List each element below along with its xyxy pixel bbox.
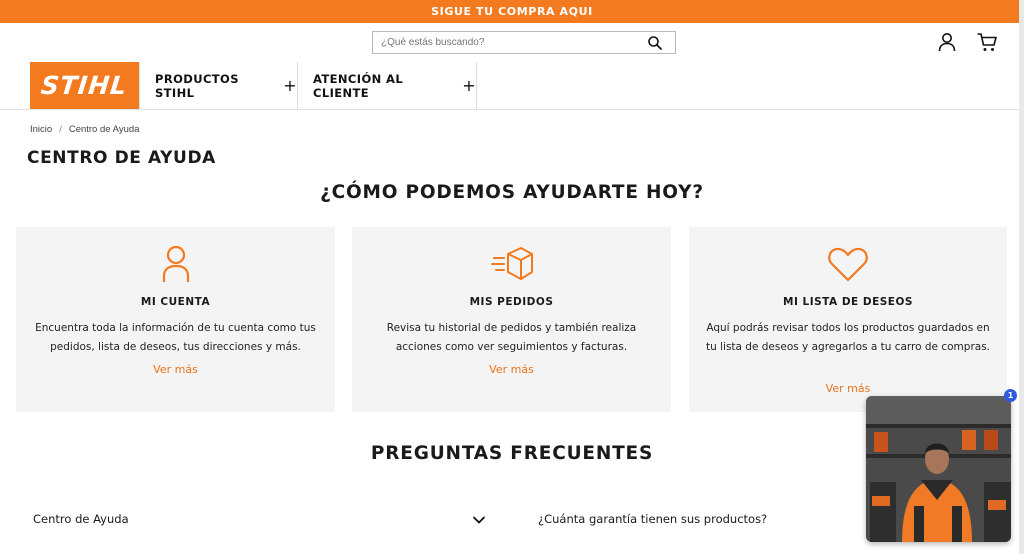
faq-item[interactable]: ¿Cuánta garantía tienen sus productos? bbox=[538, 512, 768, 526]
card-title: MIS PEDIDOS bbox=[469, 296, 554, 308]
search-input[interactable] bbox=[373, 32, 643, 53]
presenter-video-thumbnail[interactable] bbox=[866, 396, 1011, 542]
card-title: MI LISTA DE DESEOS bbox=[783, 296, 913, 308]
user-icon bbox=[154, 242, 198, 286]
search-icon[interactable] bbox=[647, 35, 663, 51]
card-see-more-link[interactable]: Ver más bbox=[153, 363, 198, 376]
page-scrollbar[interactable] bbox=[1019, 0, 1024, 554]
user-icon[interactable] bbox=[936, 31, 958, 53]
stihl-logo[interactable] bbox=[30, 62, 139, 109]
search-bar[interactable] bbox=[372, 31, 676, 54]
cart-icon[interactable] bbox=[976, 31, 998, 53]
nav-customer-service[interactable] bbox=[297, 62, 477, 109]
help-card-wishlist[interactable] bbox=[689, 227, 1007, 412]
video-chat-widget[interactable] bbox=[866, 396, 1011, 542]
page-title: CENTRO DE AYUDA bbox=[27, 148, 216, 168]
faq-heading: PREGUNTAS FRECUENTES bbox=[370, 443, 654, 464]
card-description: Aquí podrás revisar todos los productos guardados en tu lista de deseos y agregarlos a tu carro de compras. bbox=[706, 322, 990, 353]
card-description: Encuentra toda la información de tu cuenta como tus pedidos, lista de deseos, tus direcciones y más. bbox=[35, 322, 316, 353]
nav-products-label: PRODUCTOS STIHL bbox=[155, 71, 239, 100]
help-card-orders[interactable] bbox=[352, 227, 671, 412]
card-see-more-link[interactable]: Ver más bbox=[825, 382, 871, 395]
card-title: MI CUENTA bbox=[140, 296, 211, 308]
breadcrumb-separator: / bbox=[59, 124, 62, 135]
logo-text: STIHL bbox=[39, 71, 130, 100]
nav-customer-service-label: ATENCIÓN AL CLIENTE bbox=[313, 71, 404, 100]
promo-banner-text[interactable]: SIGUE TU COMPRA AQUI bbox=[431, 5, 593, 18]
header-actions bbox=[936, 31, 998, 53]
help-card-account[interactable] bbox=[16, 227, 335, 412]
chevron-down-icon[interactable] bbox=[472, 513, 486, 527]
breadcrumb-home[interactable]: Inicio bbox=[30, 124, 53, 135]
card-description: Revisa tu historial de pedidos y también realiza acciones como ver seguimientos y facturas. bbox=[386, 322, 637, 353]
help-heading: ¿CÓMO PODEMOS AYUDARTE HOY? bbox=[320, 182, 704, 203]
plus-icon: + bbox=[283, 75, 297, 95]
shipping-box-icon bbox=[490, 242, 534, 286]
breadcrumb bbox=[30, 124, 139, 135]
header-divider bbox=[0, 109, 1024, 110]
heart-icon bbox=[826, 242, 870, 286]
faq-item[interactable]: Centro de Ayuda bbox=[33, 512, 129, 526]
promo-banner[interactable] bbox=[0, 0, 1024, 23]
notification-badge: 1 bbox=[1004, 389, 1017, 402]
plus-icon: + bbox=[462, 75, 476, 95]
breadcrumb-current: Centro de Ayuda bbox=[68, 124, 140, 135]
nav-products[interactable] bbox=[139, 62, 297, 109]
card-see-more-link[interactable]: Ver más bbox=[489, 363, 534, 376]
